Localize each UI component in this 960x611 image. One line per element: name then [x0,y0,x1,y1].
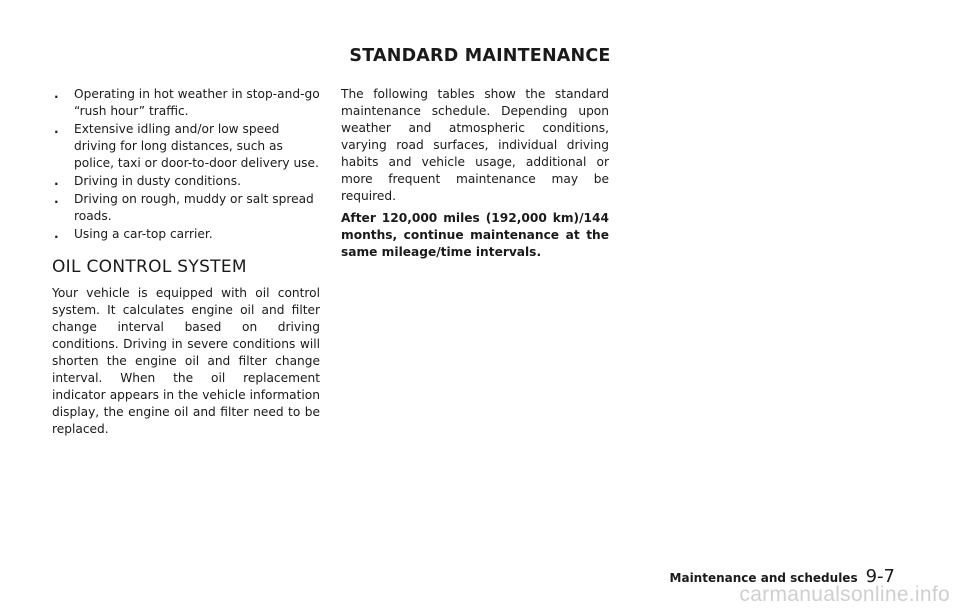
list-item: . Operating in hot weather in stop-and-go “rush hour” traffic. [54,87,320,118]
bullet-icon: . [54,192,59,206]
footer-section-label: Maintenance and schedules [669,571,858,585]
bullet-icon: . [54,87,59,101]
bullet-icon: . [54,227,59,241]
intro-paragraph: The following tables show the standard maintenance schedule. Depending upon weather and atmospheric conditions, varying road surfaces, individual driving habits and vehicle usage, additional or more frequent maintenance may be required. [341,87,609,203]
list-item: . Driving on rough, muddy or salt spread roads. [54,192,314,223]
list-item: . Driving in dusty conditions. [54,174,241,188]
page-title: STANDARD MAINTENANCE [349,46,611,66]
bullet-icon: . [54,174,59,188]
list-item: . Using a car-top carrier. [54,227,213,241]
right-column [341,86,609,266]
section-body: Your vehicle is equipped with oil control system. It calculates engine oil and filter change interval based on driving conditions. Driving in severe conditions will shorten the engine oil and filter change interval. When the oil replacement indicator appears in the vehicle information display, the engine oil and filter need to be replaced. [52,286,320,436]
page-number: 9-7 [865,566,895,587]
section-heading: OIL CONTROL SYSTEM [52,257,247,277]
condition-list [52,86,320,243]
watermark: carmanualsonline.info [739,583,950,606]
left-column [52,86,320,443]
mileage-note: After 120,000 miles (192,000 km)/144 months, continue maintenance at the same mileage/time intervals. [341,211,609,259]
bullet-icon: . [54,122,59,136]
list-item: . Extensive idling and/or low speed driving for long distances, such as police, taxi or door-to-door delivery use. [54,122,319,170]
